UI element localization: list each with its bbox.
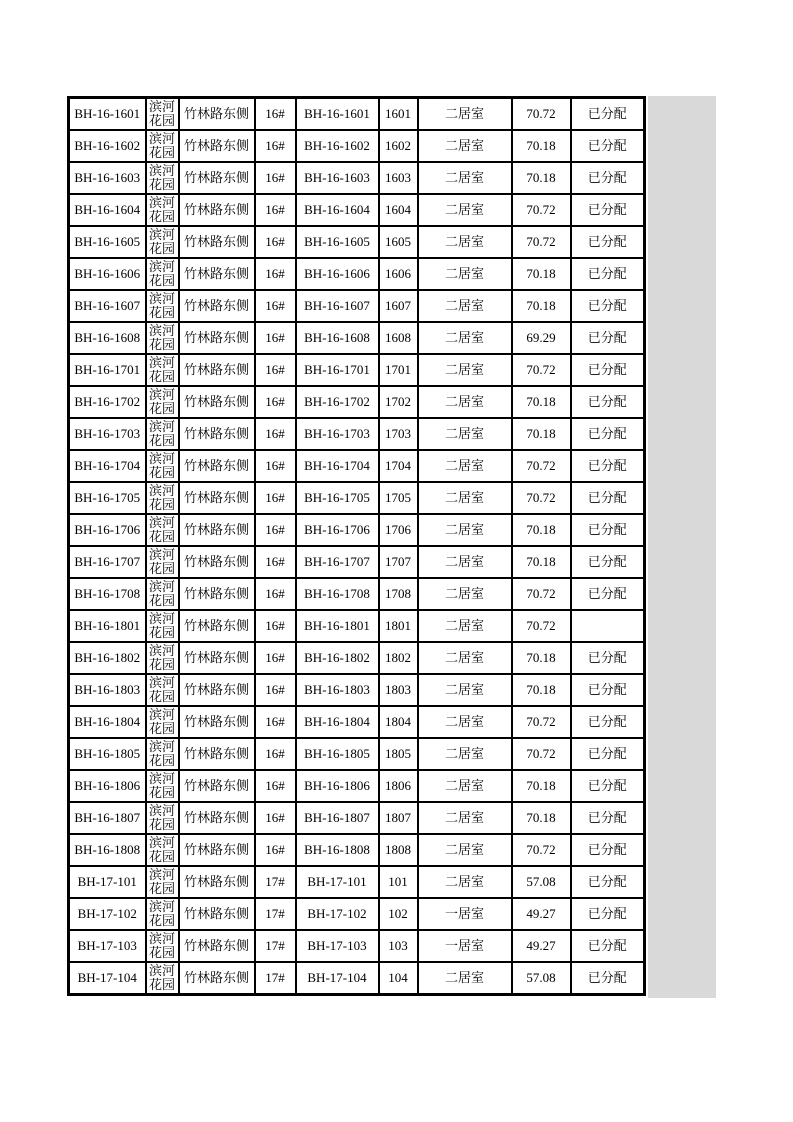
cell-status: 已分配 [571, 866, 645, 898]
cell-location: 竹林路东侧 [179, 898, 255, 930]
cell-id: BH-16-1605 [69, 226, 146, 258]
table-row [69, 770, 645, 802]
cell-area: 57.08 [512, 866, 571, 898]
cell-location: 竹林路东侧 [179, 258, 255, 290]
cell-community: 滨河花园 [146, 322, 179, 354]
cell-area: 70.72 [512, 226, 571, 258]
cell-building: 16# [255, 610, 296, 642]
cell-location: 竹林路东侧 [179, 290, 255, 322]
cell-community: 滨河花园 [146, 546, 179, 578]
cell-location: 竹林路东侧 [179, 482, 255, 514]
cell-type: 二居室 [418, 258, 512, 290]
cell-type: 二居室 [418, 226, 512, 258]
cell-id: BH-16-1702 [69, 386, 146, 418]
cell-room: 1604 [379, 194, 418, 226]
table-body [69, 98, 645, 995]
cell-building: 16# [255, 482, 296, 514]
cell-area: 70.72 [512, 194, 571, 226]
cell-building: 16# [255, 418, 296, 450]
cell-room: 1801 [379, 610, 418, 642]
cell-location: 竹林路东侧 [179, 834, 255, 866]
cell-type: 二居室 [418, 674, 512, 706]
cell-unit: BH-16-1705 [296, 482, 379, 514]
cell-type: 二居室 [418, 98, 512, 131]
cell-unit: BH-16-1801 [296, 610, 379, 642]
table-row [69, 706, 645, 738]
cell-location: 竹林路东侧 [179, 514, 255, 546]
cell-community: 滨河花园 [146, 738, 179, 770]
cell-status: 已分配 [571, 834, 645, 866]
cell-status: 已分配 [571, 290, 645, 322]
cell-building: 16# [255, 770, 296, 802]
cell-location: 竹林路东侧 [179, 546, 255, 578]
cell-status: 已分配 [571, 514, 645, 546]
cell-building: 17# [255, 898, 296, 930]
cell-building: 16# [255, 226, 296, 258]
cell-unit: BH-16-1607 [296, 290, 379, 322]
cell-room: 1603 [379, 162, 418, 194]
cell-building: 16# [255, 194, 296, 226]
cell-id: BH-16-1608 [69, 322, 146, 354]
cell-location: 竹林路东侧 [179, 386, 255, 418]
cell-room: 1606 [379, 258, 418, 290]
cell-building: 16# [255, 290, 296, 322]
cell-unit: BH-17-104 [296, 962, 379, 995]
table-row [69, 514, 645, 546]
cell-status: 已分配 [571, 418, 645, 450]
cell-unit: BH-16-1804 [296, 706, 379, 738]
cell-community: 滨河花园 [146, 770, 179, 802]
cell-location: 竹林路东侧 [179, 194, 255, 226]
cell-id: BH-16-1808 [69, 834, 146, 866]
cell-type: 二居室 [418, 290, 512, 322]
cell-unit: BH-16-1807 [296, 802, 379, 834]
cell-location: 竹林路东侧 [179, 770, 255, 802]
cell-id: BH-16-1602 [69, 130, 146, 162]
cell-status: 已分配 [571, 162, 645, 194]
cell-room: 1704 [379, 450, 418, 482]
cell-building: 16# [255, 706, 296, 738]
cell-community: 滨河花园 [146, 706, 179, 738]
cell-room: 1706 [379, 514, 418, 546]
cell-area: 70.18 [512, 418, 571, 450]
cell-location: 竹林路东侧 [179, 162, 255, 194]
cell-community: 滨河花园 [146, 482, 179, 514]
cell-id: BH-16-1607 [69, 290, 146, 322]
cell-type: 二居室 [418, 514, 512, 546]
cell-location: 竹林路东侧 [179, 354, 255, 386]
cell-type: 二居室 [418, 962, 512, 995]
cell-area: 70.18 [512, 386, 571, 418]
cell-room: 1808 [379, 834, 418, 866]
cell-status: 已分配 [571, 674, 645, 706]
cell-location: 竹林路东侧 [179, 802, 255, 834]
cell-location: 竹林路东侧 [179, 98, 255, 131]
cell-community: 滨河花园 [146, 226, 179, 258]
cell-type: 二居室 [418, 130, 512, 162]
cell-location: 竹林路东侧 [179, 450, 255, 482]
cell-unit: BH-16-1803 [296, 674, 379, 706]
cell-type: 二居室 [418, 322, 512, 354]
cell-community: 滨河花园 [146, 578, 179, 610]
table-row [69, 450, 645, 482]
cell-unit: BH-16-1703 [296, 418, 379, 450]
cell-status: 已分配 [571, 258, 645, 290]
cell-status: 已分配 [571, 482, 645, 514]
table-row [69, 194, 645, 226]
cell-status: 已分配 [571, 386, 645, 418]
cell-room: 1806 [379, 770, 418, 802]
cell-id: BH-17-101 [69, 866, 146, 898]
cell-status: 已分配 [571, 898, 645, 930]
cell-community: 滨河花园 [146, 514, 179, 546]
cell-location: 竹林路东侧 [179, 130, 255, 162]
cell-status: 已分配 [571, 962, 645, 995]
cell-id: BH-16-1706 [69, 514, 146, 546]
cell-type: 二居室 [418, 866, 512, 898]
cell-community: 滨河花园 [146, 834, 179, 866]
cell-type: 二居室 [418, 354, 512, 386]
cell-area: 70.72 [512, 482, 571, 514]
table-row [69, 610, 645, 642]
cell-type: 二居室 [418, 642, 512, 674]
cell-location: 竹林路东侧 [179, 418, 255, 450]
housing-allocation-table [67, 96, 646, 996]
cell-building: 16# [255, 514, 296, 546]
table-row [69, 802, 645, 834]
cell-id: BH-16-1803 [69, 674, 146, 706]
cell-location: 竹林路东侧 [179, 738, 255, 770]
cell-type: 二居室 [418, 194, 512, 226]
cell-building: 16# [255, 162, 296, 194]
cell-room: 1608 [379, 322, 418, 354]
cell-id: BH-16-1701 [69, 354, 146, 386]
cell-id: BH-16-1606 [69, 258, 146, 290]
table-row [69, 962, 645, 995]
cell-type: 二居室 [418, 578, 512, 610]
cell-community: 滨河花园 [146, 674, 179, 706]
cell-building: 16# [255, 674, 296, 706]
cell-building: 16# [255, 258, 296, 290]
cell-id: BH-16-1804 [69, 706, 146, 738]
cell-community: 滨河花园 [146, 450, 179, 482]
cell-building: 16# [255, 642, 296, 674]
cell-unit: BH-16-1603 [296, 162, 379, 194]
table-row [69, 258, 645, 290]
cell-building: 16# [255, 98, 296, 131]
cell-room: 1805 [379, 738, 418, 770]
cell-unit: BH-16-1602 [296, 130, 379, 162]
cell-status: 已分配 [571, 194, 645, 226]
table-row [69, 866, 645, 898]
cell-area: 49.27 [512, 930, 571, 962]
cell-room: 102 [379, 898, 418, 930]
cell-building: 17# [255, 962, 296, 995]
cell-type: 一居室 [418, 930, 512, 962]
cell-area: 70.72 [512, 450, 571, 482]
cell-building: 16# [255, 546, 296, 578]
cell-building: 16# [255, 802, 296, 834]
cell-unit: BH-16-1702 [296, 386, 379, 418]
cell-id: BH-16-1601 [69, 98, 146, 131]
cell-building: 16# [255, 354, 296, 386]
cell-id: BH-16-1604 [69, 194, 146, 226]
cell-area: 70.72 [512, 610, 571, 642]
cell-unit: BH-16-1802 [296, 642, 379, 674]
cell-id: BH-16-1806 [69, 770, 146, 802]
cell-community: 滨河花园 [146, 898, 179, 930]
cell-room: 1804 [379, 706, 418, 738]
cell-id: BH-17-104 [69, 962, 146, 995]
table-row [69, 898, 645, 930]
cell-community: 滨河花园 [146, 930, 179, 962]
cell-type: 二居室 [418, 802, 512, 834]
cell-area: 70.18 [512, 290, 571, 322]
cell-community: 滨河花园 [146, 610, 179, 642]
table-row [69, 386, 645, 418]
cell-type: 二居室 [418, 738, 512, 770]
cell-building: 16# [255, 386, 296, 418]
cell-unit: BH-16-1604 [296, 194, 379, 226]
table-row [69, 322, 645, 354]
cell-area: 70.72 [512, 738, 571, 770]
cell-building: 16# [255, 834, 296, 866]
cell-room: 1703 [379, 418, 418, 450]
cell-community: 滨河花园 [146, 194, 179, 226]
cell-type: 二居室 [418, 162, 512, 194]
cell-status: 已分配 [571, 706, 645, 738]
table-row [69, 290, 645, 322]
cell-area: 70.18 [512, 674, 571, 706]
cell-id: BH-16-1802 [69, 642, 146, 674]
cell-unit: BH-16-1806 [296, 770, 379, 802]
cell-location: 竹林路东侧 [179, 930, 255, 962]
cell-status: 已分配 [571, 322, 645, 354]
table-row [69, 418, 645, 450]
cell-type: 二居室 [418, 834, 512, 866]
cell-id: BH-16-1603 [69, 162, 146, 194]
cell-unit: BH-16-1601 [296, 98, 379, 131]
cell-room: 1601 [379, 98, 418, 131]
table-row [69, 162, 645, 194]
cell-room: 103 [379, 930, 418, 962]
cell-location: 竹林路东侧 [179, 226, 255, 258]
cell-community: 滨河花园 [146, 962, 179, 995]
cell-area: 49.27 [512, 898, 571, 930]
cell-status: 已分配 [571, 930, 645, 962]
cell-room: 1708 [379, 578, 418, 610]
cell-room: 1807 [379, 802, 418, 834]
cell-area: 70.72 [512, 834, 571, 866]
table-row [69, 834, 645, 866]
cell-area: 69.29 [512, 322, 571, 354]
cell-type: 二居室 [418, 610, 512, 642]
cell-area: 70.18 [512, 130, 571, 162]
cell-location: 竹林路东侧 [179, 322, 255, 354]
table-row [69, 98, 645, 131]
table-row [69, 546, 645, 578]
cell-type: 二居室 [418, 386, 512, 418]
cell-type: 二居室 [418, 706, 512, 738]
cell-status: 已分配 [571, 738, 645, 770]
table-row [69, 738, 645, 770]
cell-unit: BH-16-1707 [296, 546, 379, 578]
table-row [69, 930, 645, 962]
cell-area: 70.18 [512, 514, 571, 546]
cell-room: 104 [379, 962, 418, 995]
cell-id: BH-16-1805 [69, 738, 146, 770]
cell-area: 70.18 [512, 546, 571, 578]
cell-status: 已分配 [571, 130, 645, 162]
cell-status: 已分配 [571, 578, 645, 610]
cell-building: 17# [255, 930, 296, 962]
cell-area: 70.72 [512, 354, 571, 386]
cell-status [571, 610, 645, 642]
cell-id: BH-17-102 [69, 898, 146, 930]
cell-room: 1605 [379, 226, 418, 258]
cell-unit: BH-16-1808 [296, 834, 379, 866]
cell-unit: BH-17-101 [296, 866, 379, 898]
cell-id: BH-16-1707 [69, 546, 146, 578]
cell-unit: BH-17-103 [296, 930, 379, 962]
cell-community: 滨河花园 [146, 290, 179, 322]
cell-location: 竹林路东侧 [179, 962, 255, 995]
cell-status: 已分配 [571, 802, 645, 834]
cell-building: 16# [255, 130, 296, 162]
cell-community: 滨河花园 [146, 866, 179, 898]
cell-area: 70.18 [512, 258, 571, 290]
cell-unit: BH-16-1706 [296, 514, 379, 546]
cell-community: 滨河花园 [146, 386, 179, 418]
cell-type: 二居室 [418, 450, 512, 482]
cell-status: 已分配 [571, 642, 645, 674]
cell-location: 竹林路东侧 [179, 706, 255, 738]
table-row [69, 578, 645, 610]
cell-id: BH-16-1704 [69, 450, 146, 482]
cell-id: BH-16-1807 [69, 802, 146, 834]
cell-area: 70.18 [512, 642, 571, 674]
cell-id: BH-16-1703 [69, 418, 146, 450]
cell-building: 16# [255, 578, 296, 610]
table-row [69, 482, 645, 514]
table-row [69, 130, 645, 162]
cell-community: 滨河花园 [146, 802, 179, 834]
cell-type: 二居室 [418, 770, 512, 802]
cell-unit: BH-16-1805 [296, 738, 379, 770]
cell-community: 滨河花园 [146, 130, 179, 162]
cell-status: 已分配 [571, 354, 645, 386]
cell-unit: BH-16-1605 [296, 226, 379, 258]
cell-community: 滨河花园 [146, 418, 179, 450]
cell-location: 竹林路东侧 [179, 578, 255, 610]
cell-id: BH-16-1705 [69, 482, 146, 514]
cell-unit: BH-16-1708 [296, 578, 379, 610]
cell-area: 70.18 [512, 802, 571, 834]
cell-community: 滨河花园 [146, 642, 179, 674]
cell-location: 竹林路东侧 [179, 610, 255, 642]
cell-status: 已分配 [571, 770, 645, 802]
cell-room: 1705 [379, 482, 418, 514]
cell-type: 二居室 [418, 418, 512, 450]
cell-room: 101 [379, 866, 418, 898]
cell-status: 已分配 [571, 98, 645, 131]
cell-id: BH-16-1801 [69, 610, 146, 642]
table-row [69, 354, 645, 386]
cell-community: 滨河花园 [146, 354, 179, 386]
cell-area: 70.72 [512, 98, 571, 131]
cell-area: 70.72 [512, 578, 571, 610]
cell-room: 1803 [379, 674, 418, 706]
cell-unit: BH-16-1608 [296, 322, 379, 354]
cell-unit: BH-16-1701 [296, 354, 379, 386]
cell-community: 滨河花园 [146, 162, 179, 194]
cell-room: 1802 [379, 642, 418, 674]
cell-status: 已分配 [571, 450, 645, 482]
cell-type: 二居室 [418, 546, 512, 578]
cell-room: 1602 [379, 130, 418, 162]
cell-community: 滨河花园 [146, 98, 179, 131]
cell-unit: BH-16-1606 [296, 258, 379, 290]
cell-type: 二居室 [418, 482, 512, 514]
cell-type: 一居室 [418, 898, 512, 930]
table-row [69, 226, 645, 258]
cell-area: 57.08 [512, 962, 571, 995]
cell-room: 1702 [379, 386, 418, 418]
cell-unit: BH-17-102 [296, 898, 379, 930]
cell-status: 已分配 [571, 546, 645, 578]
cell-room: 1607 [379, 290, 418, 322]
cell-area: 70.18 [512, 162, 571, 194]
cell-building: 16# [255, 450, 296, 482]
cell-location: 竹林路东侧 [179, 642, 255, 674]
table-row [69, 642, 645, 674]
cell-room: 1707 [379, 546, 418, 578]
cell-area: 70.18 [512, 770, 571, 802]
page-margin-shade [648, 96, 716, 998]
cell-id: BH-17-103 [69, 930, 146, 962]
cell-building: 17# [255, 866, 296, 898]
cell-status: 已分配 [571, 226, 645, 258]
cell-location: 竹林路东侧 [179, 866, 255, 898]
cell-building: 16# [255, 322, 296, 354]
cell-building: 16# [255, 738, 296, 770]
cell-id: BH-16-1708 [69, 578, 146, 610]
cell-unit: BH-16-1704 [296, 450, 379, 482]
table-row [69, 674, 645, 706]
cell-community: 滨河花园 [146, 258, 179, 290]
cell-area: 70.72 [512, 706, 571, 738]
cell-room: 1701 [379, 354, 418, 386]
cell-location: 竹林路东侧 [179, 674, 255, 706]
